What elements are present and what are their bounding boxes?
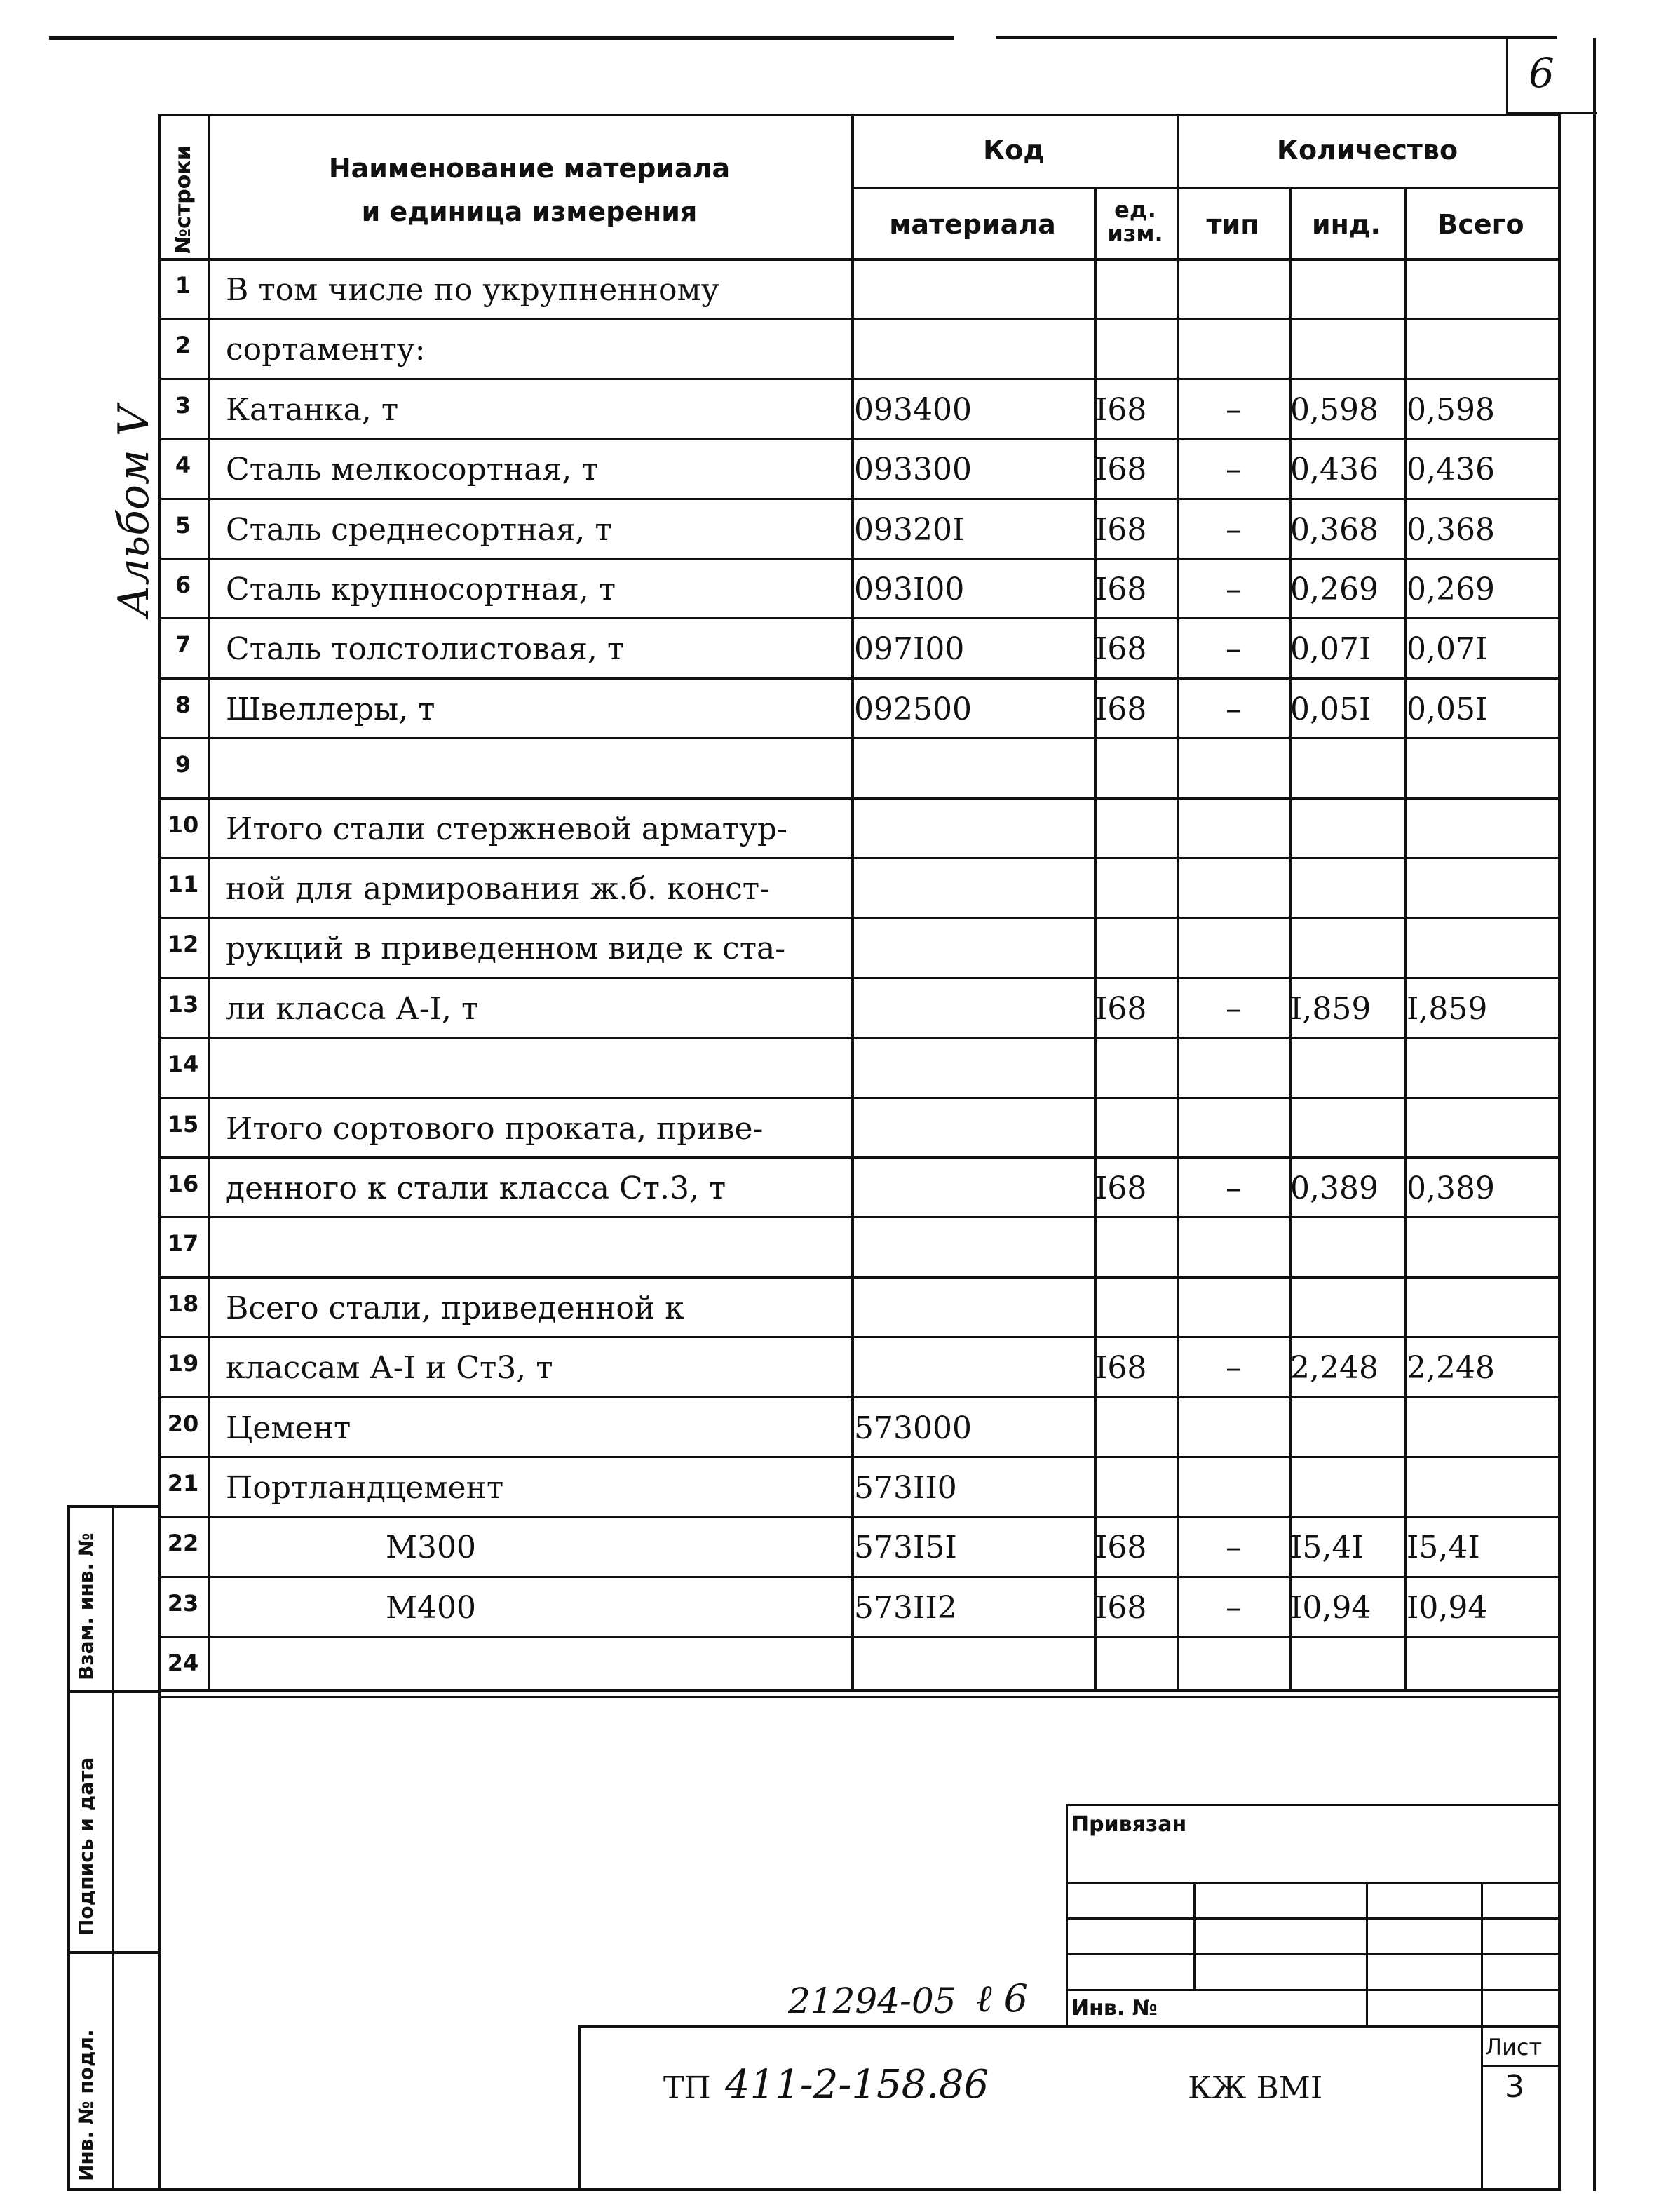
- header-code-unit-1: ед.: [1114, 196, 1156, 223]
- row-number: 10: [167, 811, 199, 838]
- side-stamp-inv-podl: Инв. № подл.: [74, 2029, 97, 2181]
- material-code: 093300: [854, 452, 972, 488]
- material-name: Катанка, т: [226, 391, 399, 428]
- material-name: Сталь среднесортная, т: [226, 511, 612, 548]
- row-divider: [158, 857, 1559, 859]
- tb-list-label: Лист: [1485, 2034, 1543, 2061]
- row-number: 19: [167, 1350, 199, 1377]
- tb-doc-code: 411-2-158.86: [725, 2062, 989, 2108]
- row-number: 9: [175, 751, 191, 778]
- row-divider: [158, 498, 1559, 500]
- album-stamp: Альбом V: [109, 405, 158, 617]
- row-divider: [158, 438, 1559, 440]
- qty-type: –: [1226, 1589, 1241, 1626]
- tb-main-left: [578, 2025, 581, 2191]
- qty-ind: I0,94: [1290, 1589, 1371, 1626]
- material-name: сортаменту:: [226, 332, 426, 368]
- header-code-material: материала: [889, 209, 1056, 240]
- material-code: 097I00: [854, 631, 965, 668]
- header-qty-ind: инд.: [1311, 209, 1381, 240]
- qty-ind: 0,389: [1290, 1171, 1379, 1206]
- row-number: 12: [167, 931, 199, 958]
- tb-doc-code-prefix: ТП: [663, 2070, 711, 2106]
- material-name: Сталь мелкосортная, т: [226, 452, 599, 488]
- header-row-no: №строки: [171, 145, 196, 254]
- qty-total: I5,4I: [1407, 1530, 1480, 1566]
- qty-type: –: [1226, 452, 1241, 488]
- material-name: ли класса А-I, т: [226, 990, 479, 1027]
- header-col-name: [851, 114, 854, 1692]
- table-right-border: [1558, 114, 1561, 1692]
- qty-type: –: [1226, 391, 1241, 428]
- row-divider: [158, 737, 1559, 739]
- material-code: 573II2: [854, 1589, 957, 1626]
- row-number: 18: [167, 1290, 199, 1317]
- material-name: Цемент: [226, 1410, 351, 1446]
- tb-handwritten-number: 21294-05: [788, 1981, 956, 2021]
- table-bottom-border: [158, 1689, 1559, 1692]
- row-number: 21: [167, 1470, 199, 1497]
- row-divider: [158, 1097, 1559, 1099]
- qty-type: –: [1226, 511, 1241, 548]
- unit-code: I68: [1095, 391, 1147, 428]
- material-code: 09320I: [854, 511, 965, 548]
- material-name: денного к стали класса Ст.3, т: [226, 1171, 726, 1206]
- header-col-rownum: [208, 114, 210, 1692]
- row-number: 1: [175, 272, 191, 299]
- material-code: 093400: [854, 391, 972, 428]
- side-stamp-div-2: [67, 1951, 161, 1954]
- tb-col-1: [1193, 1882, 1196, 1989]
- material-code: 092500: [854, 691, 972, 727]
- unit-code: I68: [1095, 452, 1147, 488]
- header-qty-type: тип: [1206, 209, 1259, 240]
- side-stamp-vzam-inv: Взам. инв. №: [74, 1532, 97, 1680]
- table-right-frame-lower: [1558, 1689, 1561, 2191]
- qty-type: –: [1226, 691, 1241, 727]
- tb-row-4: [1066, 1989, 1558, 1991]
- material-name: Швеллеры, т: [226, 691, 435, 727]
- unit-code: I68: [1095, 631, 1147, 668]
- row-number: 14: [167, 1051, 199, 1078]
- tb-main-top: [578, 2025, 1559, 2028]
- qty-ind: 0,436: [1290, 452, 1379, 488]
- unit-code: I68: [1095, 572, 1147, 607]
- qty-type: –: [1226, 631, 1241, 668]
- side-stamp-div-1: [67, 1690, 161, 1693]
- qty-type: –: [1226, 572, 1241, 607]
- row-number: 4: [175, 452, 191, 479]
- tb-list-value: 3: [1505, 2069, 1524, 2105]
- tb-handwritten-sheet: ℓ 6: [976, 1976, 1029, 2021]
- top-border-line-right: [996, 36, 1557, 39]
- material-name: Итого сортового проката, приве-: [226, 1110, 764, 1147]
- top-border-line: [49, 36, 954, 40]
- qty-ind: 0,07I: [1290, 631, 1371, 668]
- qty-ind: 0,368: [1290, 511, 1379, 548]
- row-divider: [158, 797, 1559, 800]
- unit-code: I68: [1095, 1589, 1147, 1626]
- side-stamp-top: [67, 1505, 161, 1508]
- row-number: 20: [167, 1410, 199, 1437]
- tb-privyazan: Привязан: [1071, 1812, 1187, 1837]
- unit-code: I68: [1095, 1171, 1147, 1206]
- row-divider: [158, 318, 1559, 320]
- qty-ind: I5,4I: [1290, 1530, 1364, 1566]
- header-bottom-line: [158, 258, 1559, 261]
- qty-total: 0,598: [1407, 391, 1495, 428]
- row-divider: [158, 1696, 1559, 1698]
- table-left-frame-lower: [158, 1689, 161, 2191]
- row-divider: [158, 378, 1559, 380]
- material-name: ной для армирования ж.б. конст-: [226, 871, 771, 907]
- row-number: 16: [167, 1171, 199, 1197]
- sheet-corner-number: 6: [1529, 49, 1555, 97]
- qty-ind: I,859: [1290, 990, 1371, 1027]
- row-divider: [158, 1276, 1559, 1279]
- tb-row-2: [1066, 1917, 1558, 1920]
- qty-type: –: [1226, 1530, 1241, 1566]
- row-divider: [158, 1636, 1559, 1638]
- material-name: Итого стали стержневой арматур-: [226, 811, 787, 847]
- header-name-line2: и единица измерения: [361, 196, 698, 227]
- material-code: 093I00: [854, 572, 965, 607]
- row-divider: [158, 1336, 1559, 1338]
- row-divider: [158, 917, 1559, 919]
- tb-left: [1066, 1804, 1068, 2028]
- row-number: 7: [175, 631, 191, 659]
- tb-list-divider: [1481, 2065, 1558, 2067]
- row-number: 15: [167, 1110, 199, 1138]
- row-number: 17: [167, 1230, 199, 1257]
- qty-total: 0,269: [1407, 572, 1495, 607]
- row-number: 13: [167, 990, 199, 1018]
- header-qty-group: Количество: [1276, 135, 1458, 166]
- tb-col-2: [1366, 1882, 1368, 2027]
- qty-type: –: [1226, 1171, 1241, 1206]
- tb-row-1: [1066, 1882, 1558, 1884]
- qty-total: 0,07I: [1407, 631, 1488, 668]
- unit-code: I68: [1095, 511, 1147, 548]
- row-divider: [158, 1456, 1559, 1458]
- material-code: 573000: [854, 1410, 972, 1446]
- table-top-border: [158, 114, 1559, 116]
- row-number: 2: [175, 332, 191, 359]
- qty-total: I0,94: [1407, 1589, 1488, 1626]
- qty-ind: 0,05I: [1290, 691, 1371, 727]
- qty-total: 0,436: [1407, 452, 1495, 488]
- row-divider: [158, 1037, 1559, 1039]
- row-number: 22: [167, 1530, 199, 1557]
- qty-ind: 0,598: [1290, 391, 1379, 428]
- side-stamp-podpis-data: Подпись и дата: [74, 1757, 97, 1936]
- row-divider: [158, 617, 1559, 619]
- row-divider: [158, 1516, 1559, 1518]
- side-stamp-mid: [112, 1505, 114, 2191]
- row-divider: [158, 1396, 1559, 1398]
- row-divider: [158, 977, 1559, 979]
- material-name: М400: [386, 1589, 477, 1626]
- header-mid-line: [851, 187, 1558, 189]
- unit-code: I68: [1095, 691, 1147, 727]
- material-code: 573I5I: [854, 1530, 957, 1566]
- row-number: 6: [175, 572, 191, 598]
- material-code: 573II0: [854, 1470, 957, 1506]
- qty-total: 0,05I: [1407, 691, 1488, 727]
- header-col-unit-qty: [1177, 114, 1179, 1692]
- qty-total: 0,368: [1407, 511, 1495, 548]
- header-code-unit-2: изм.: [1107, 220, 1163, 247]
- corner-box-left: [1506, 38, 1508, 115]
- row-number: 23: [167, 1589, 199, 1617]
- qty-total: I,859: [1407, 990, 1488, 1027]
- row-divider: [158, 1216, 1559, 1218]
- row-number: 8: [175, 691, 191, 718]
- tb-top: [1066, 1804, 1558, 1806]
- qty-ind: 2,248: [1290, 1350, 1379, 1387]
- material-name: классам А-I и Ст3, т: [226, 1350, 553, 1387]
- row-divider: [158, 1576, 1559, 1578]
- qty-type: –: [1226, 990, 1241, 1027]
- material-name: В том числе по укрупненному: [226, 272, 719, 308]
- row-number: 11: [167, 871, 199, 898]
- material-name: Всего стали, приведенной к: [226, 1290, 684, 1326]
- unit-code: I68: [1095, 990, 1147, 1027]
- qty-type: –: [1226, 1350, 1241, 1387]
- header-code-group: Код: [983, 135, 1045, 166]
- row-divider: [158, 558, 1559, 560]
- row-number: 24: [167, 1650, 199, 1677]
- tb-row-3: [1066, 1953, 1558, 1955]
- row-divider: [158, 677, 1559, 680]
- tb-mark: КЖ ВМI: [1188, 2070, 1323, 2106]
- side-stamp-left-border: [67, 1505, 70, 2191]
- header-name-line1: Наименование материала: [328, 153, 731, 184]
- qty-total: 2,248: [1407, 1350, 1495, 1387]
- row-divider: [158, 1156, 1559, 1159]
- right-frame-line: [1593, 38, 1596, 2191]
- tb-col-3: [1481, 1882, 1483, 2188]
- header-qty-total: Всего: [1437, 209, 1524, 240]
- row-number: 5: [175, 511, 191, 539]
- material-name: Сталь крупносортная, т: [226, 572, 616, 607]
- material-name: М300: [386, 1530, 477, 1566]
- qty-ind: 0,269: [1290, 572, 1379, 607]
- bottom-frame-line: [67, 2188, 1561, 2191]
- material-name: рукций в приведенном виде к ста-: [226, 931, 786, 967]
- tb-inv-no: Инв. №: [1071, 1996, 1158, 2021]
- material-name: Портландцемент: [226, 1470, 504, 1506]
- qty-total: 0,389: [1407, 1171, 1495, 1206]
- unit-code: I68: [1095, 1530, 1147, 1566]
- unit-code: I68: [1095, 1350, 1147, 1387]
- row-number: 3: [175, 391, 191, 419]
- material-name: Сталь толстолистовая, т: [226, 631, 625, 668]
